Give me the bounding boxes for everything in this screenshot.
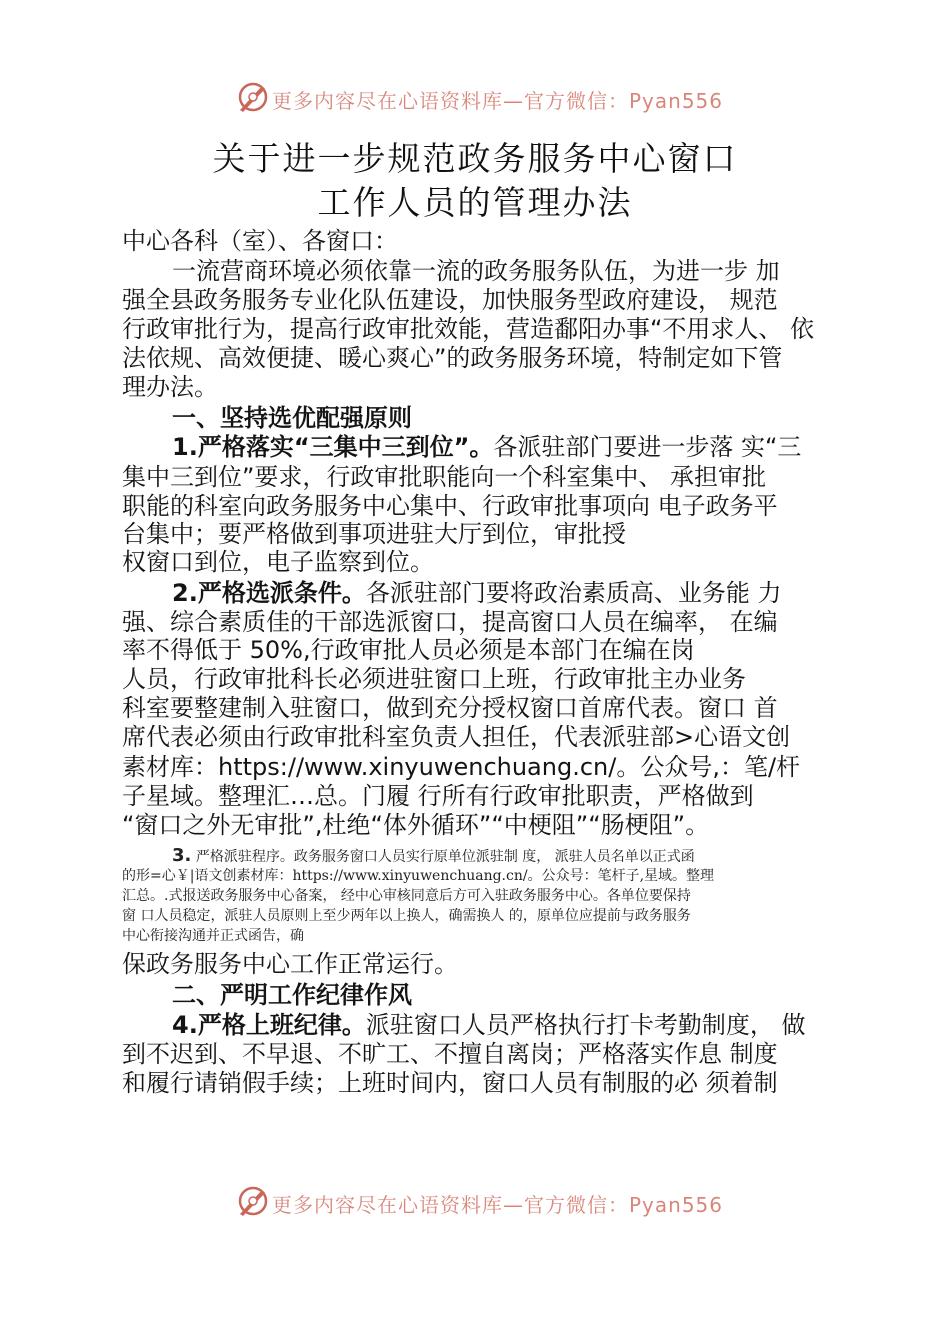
item-1-line: 职能的科室向政务服务中心集中、行政审批事项向 电子政务平 (122, 492, 778, 520)
item-3-first-line (172, 847, 695, 866)
item-2-line: “窗口之外无审批”,杜绝“体外循环”“中梗阻”“肠梗阻”。 (122, 811, 710, 839)
intro-line: 法依规、高效便捷、暖心爽心”的政务服务环境，特制定如下管 (122, 344, 783, 372)
item-2-line: 强、综合素质佳的干部选派窗口，提高窗口人员在编率， 在编 (122, 608, 778, 636)
item-3-line: 窗 口人员稳定，派驻人员原则上至少两年以上换人，确需换人 的，原单位应提前与政务服务 (122, 908, 691, 924)
item-4-line: 到不迟到、不早退、不旷工、不擅自离岗；严格落实作息 制度 (122, 1040, 778, 1068)
item-2-text: 各派驻部门要将政治素质高、业务能 力 (365, 579, 782, 607)
item-2-line: 素材库：https://www.xinyuwenchuang.cn/。公众号,：笔/杆 (122, 753, 801, 781)
intro-line: 行政审批行为，提高行政审批效能，营造鄱阳办事“不用求人、 依 (122, 315, 815, 343)
item-1-first-line (172, 432, 801, 462)
item-4-text: 派驻窗口人员严格执行打卡考勤制度， 做 (365, 1011, 806, 1039)
item-3-line: 汇总。.式报送政务服务中心备案， 经中心审核同意后方可入驻政务服务中心。各单位要保持 (122, 888, 691, 904)
pen-logo-icon (236, 80, 270, 114)
item-1-line: 权窗口到位，电子监察到位。 (122, 548, 434, 576)
intro-line: 一流营商环境必须依靠一流的政务服务队伍，为进一步 加 (172, 257, 780, 285)
intro-line: 强全县政务服务专业化队伍建设，加快服务型政府建设， 规范 (122, 286, 778, 314)
item-2-line: 率不得低于 50%,行政审批人员必须是本部门在编在岗 (122, 636, 695, 664)
item-2-line: 科室要整建制入驻窗口，做到充分授权窗口首席代表。窗口 首 (122, 694, 778, 722)
document-title-line-2: 工作人员的管理办法 (317, 183, 633, 222)
section-heading-1: 一、坚持选优配强原则 (172, 404, 412, 432)
item-4-first-line (172, 1010, 805, 1040)
greeting: 中心各科（室）、各窗口： (122, 227, 398, 255)
item-2-label: 2.严格选派条件。 (172, 579, 366, 607)
item-2-line: 子星域。整理汇…总。门履 行所有行政审批职责，严格做到 (122, 782, 754, 810)
item-4-label: 4.严格上班纪律。 (172, 1011, 366, 1039)
document-title-line-1: 关于进一步规范政务服务中心窗口 (212, 139, 738, 178)
item-1-line: 台集中；要严格做到事项进驻大厅到位，审批授 (122, 520, 626, 548)
item-3-text: 严格派驻程序。政务服务窗口人员实行原单位派驻制 度， 派驻人员名单以正式函 (195, 849, 695, 865)
watermark-text: 更多内容尽在心语资料库—官方微信：Pyan556 (272, 89, 724, 113)
watermark-banner-bottom (0, 1180, 950, 1224)
item-3-line: 中心衔接沟通并正式函告，确 (122, 928, 304, 944)
item-2-line: 人员，行政审批科长必须进驻窗口上班，行政审批主办业务 (122, 665, 746, 693)
item-3-line: 的形=心￥|语文创素材库：https://www.xinyuwenchuang.cn/。公众号：笔杆子,星域。整理 (122, 868, 715, 884)
pen-logo-icon (236, 1184, 270, 1218)
item-4-line: 和履行请销假手续；上班时间内，窗口人员有制服的必 须着制 (122, 1069, 778, 1097)
intro-line: 理办法。 (122, 373, 218, 401)
item-1-line: 集中三到位”要求，行政审批职能向一个科室集中、 承担审批 (122, 463, 767, 491)
item-2-line: 席代表必须由行政审批科室负责人担任，代表派驻部>心语文创 (122, 723, 791, 751)
item-3-number: 3. (172, 845, 192, 866)
watermark-banner-top (0, 76, 950, 120)
item-1-label: 1.严格落实“三集中三到位”。 (172, 433, 494, 461)
item-2-first-line (172, 578, 781, 608)
section-heading-2: 二、严明工作纪律作风 (172, 981, 412, 1009)
item-1-text: 各派驻部门要进一步落 实“三 (493, 433, 802, 461)
item-3-last-line: 保政务服务中心工作正常运行。 (122, 950, 458, 978)
watermark-text: 更多内容尽在心语资料库—官方微信：Pyan556 (272, 1193, 724, 1217)
